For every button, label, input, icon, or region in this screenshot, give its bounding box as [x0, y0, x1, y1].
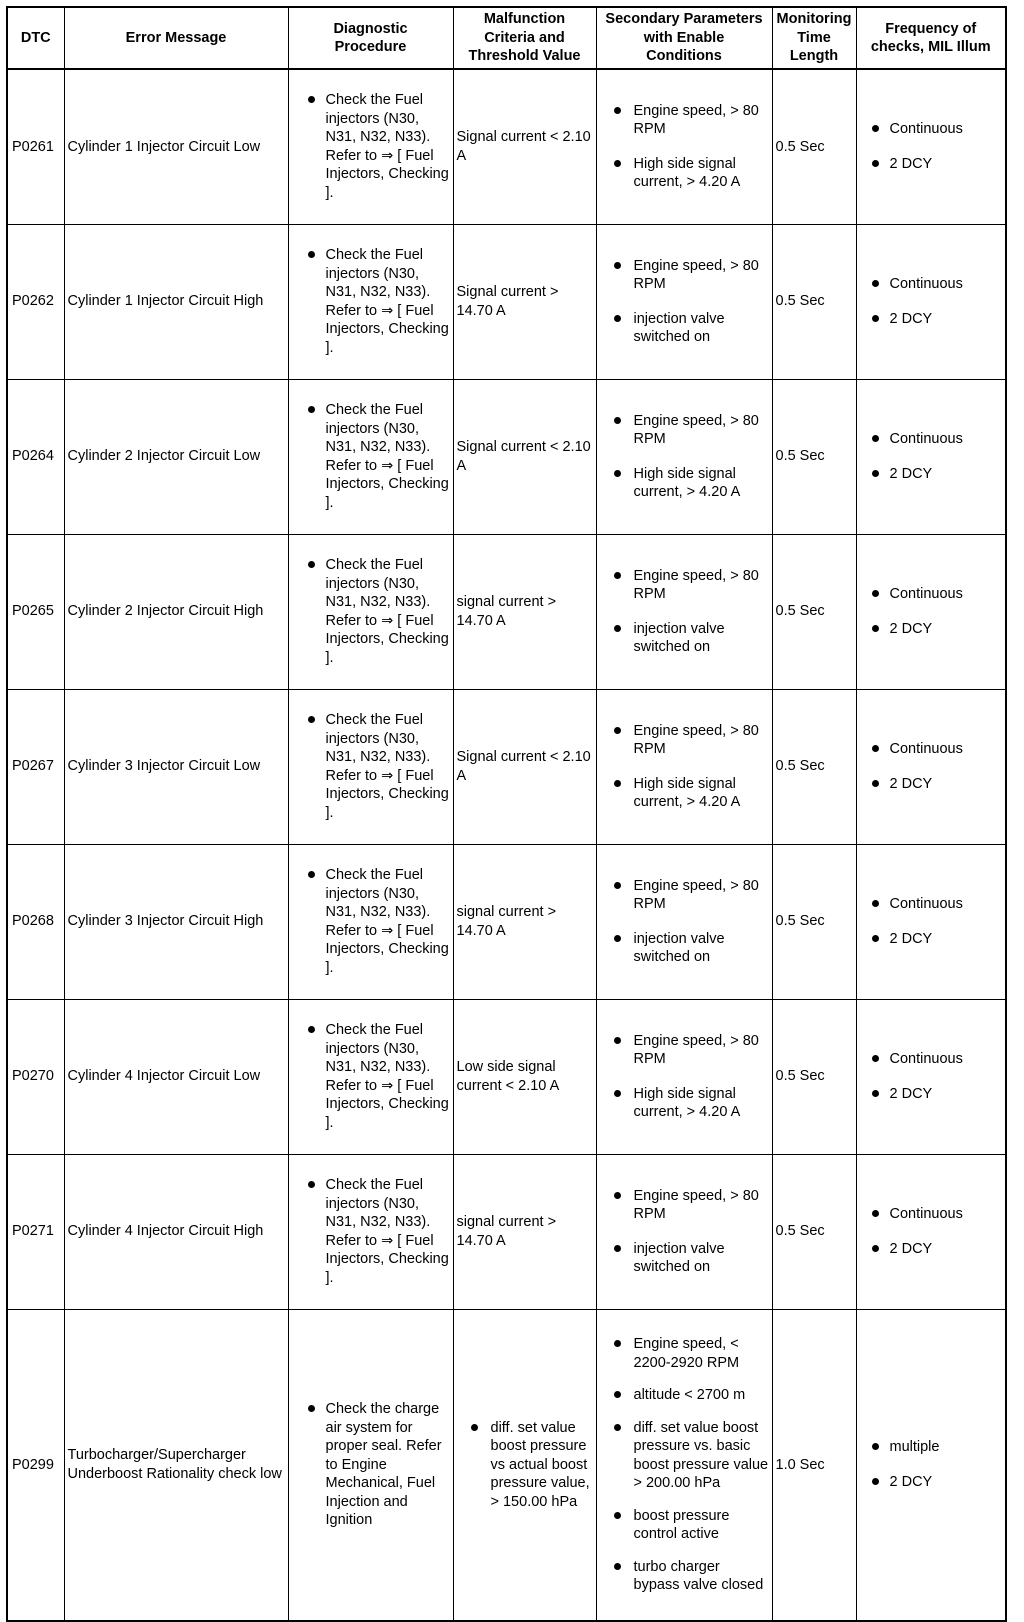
frequency-item: Continuous: [860, 430, 1003, 449]
secondary-parameters: [596, 224, 772, 379]
diagnostic-procedure: [288, 1309, 453, 1621]
dtc-code: P0265: [7, 534, 64, 689]
secondary-parameter: injection valve switched on: [600, 310, 769, 347]
header-frequency: Frequency of checks, MIL Illum: [856, 7, 1006, 69]
dtc-code: P0267: [7, 689, 64, 844]
malfunction-criteria: Signal current < 2.10 A: [453, 379, 596, 534]
diagnostic-procedure: [288, 379, 453, 534]
table-row: [7, 534, 1006, 689]
diagnostic-procedure: [288, 224, 453, 379]
table-row: [7, 999, 1006, 1154]
secondary-parameter: Engine speed, > 80 RPM: [600, 1032, 769, 1069]
secondary-parameter: Engine speed, > 80 RPM: [600, 567, 769, 604]
frequency-checks: [856, 379, 1006, 534]
frequency-item: Continuous: [860, 585, 1003, 604]
secondary-parameters: [596, 69, 772, 224]
dtc-code: P0261: [7, 69, 64, 224]
dtc-code: P0268: [7, 844, 64, 999]
error-message: Cylinder 1 Injector Circuit High: [64, 224, 288, 379]
malfunction-criteria: signal current > 14.70 A: [453, 1154, 596, 1309]
dtc-table: [6, 6, 1007, 1622]
frequency-checks: [856, 1154, 1006, 1309]
monitoring-time: 0.5 Sec: [772, 379, 856, 534]
criteria-text: diff. set value boost pressure vs actual boost pressure value, > 150.00 hPa: [457, 1419, 593, 1512]
frequency-checks: [856, 224, 1006, 379]
diagnostic-procedure: [288, 689, 453, 844]
malfunction-criteria: Low side signal current < 2.10 A: [453, 999, 596, 1154]
error-message: Cylinder 2 Injector Circuit Low: [64, 379, 288, 534]
error-message: Cylinder 4 Injector Circuit High: [64, 1154, 288, 1309]
secondary-parameters: [596, 999, 772, 1154]
frequency-item: 2 DCY: [860, 620, 1003, 639]
table-row: [7, 1309, 1006, 1621]
dtc-code: P0299: [7, 1309, 64, 1621]
secondary-parameter: Engine speed, > 80 RPM: [600, 877, 769, 914]
malfunction-criteria: Signal current < 2.10 A: [453, 689, 596, 844]
procedure-text: Check the Fuel injectors (N30, N31, N32, N33). Refer to ⇒ [ Fuel Injectors, Checking ].: [292, 866, 450, 977]
frequency-item: 2 DCY: [860, 155, 1003, 174]
secondary-parameter: boost pressure control active: [600, 1507, 769, 1544]
frequency-item: 2 DCY: [860, 1473, 1003, 1492]
malfunction-criteria: signal current > 14.70 A: [453, 844, 596, 999]
secondary-parameters: [596, 844, 772, 999]
dtc-code: P0270: [7, 999, 64, 1154]
secondary-parameter: injection valve switched on: [600, 620, 769, 657]
frequency-item: 2 DCY: [860, 775, 1003, 794]
diagnostic-procedure: [288, 534, 453, 689]
frequency-item: 2 DCY: [860, 465, 1003, 484]
dtc-code: P0264: [7, 379, 64, 534]
dtc-code: P0262: [7, 224, 64, 379]
secondary-parameter: injection valve switched on: [600, 1240, 769, 1277]
frequency-item: Continuous: [860, 275, 1003, 294]
procedure-text: Check the Fuel injectors (N30, N31, N32, N33). Refer to ⇒ [ Fuel Injectors, Checking ].: [292, 1021, 450, 1132]
frequency-checks: [856, 689, 1006, 844]
secondary-parameter: Engine speed, < 2200-2920 RPM: [600, 1335, 769, 1372]
header-secondary-parameters: Secondary Parameters with Enable Conditions: [596, 7, 772, 69]
monitoring-time: 0.5 Sec: [772, 1154, 856, 1309]
secondary-parameter: High side signal current, > 4.20 A: [600, 1085, 769, 1122]
table-body: [7, 69, 1006, 1621]
error-message: Cylinder 2 Injector Circuit High: [64, 534, 288, 689]
secondary-parameter: High side signal current, > 4.20 A: [600, 465, 769, 502]
frequency-item: Continuous: [860, 1050, 1003, 1069]
dtc-code: P0271: [7, 1154, 64, 1309]
secondary-parameters: [596, 689, 772, 844]
secondary-parameter: diff. set value boost pressure vs. basic boost pressure value > 200.00 hPa: [600, 1419, 769, 1493]
secondary-parameter: altitude < 2700 m: [600, 1386, 769, 1405]
secondary-parameter: Engine speed, > 80 RPM: [600, 102, 769, 139]
secondary-parameter: turbo charger bypass valve closed: [600, 1558, 769, 1595]
frequency-checks: [856, 844, 1006, 999]
malfunction-criteria: Signal current < 2.10 A: [453, 69, 596, 224]
frequency-item: Continuous: [860, 120, 1003, 139]
secondary-parameter: Engine speed, > 80 RPM: [600, 412, 769, 449]
header-diagnostic-procedure: Diagnostic Procedure: [288, 7, 453, 69]
table-row: [7, 844, 1006, 999]
error-message: Cylinder 1 Injector Circuit Low: [64, 69, 288, 224]
diagnostic-procedure: [288, 69, 453, 224]
secondary-parameter: Engine speed, > 80 RPM: [600, 722, 769, 759]
secondary-parameter: injection valve switched on: [600, 930, 769, 967]
procedure-text: Check the charge air system for proper seal. Refer to Engine Mechanical, Fuel Injection and Ignition: [292, 1400, 450, 1530]
frequency-checks: [856, 534, 1006, 689]
header-dtc: DTC: [7, 7, 64, 69]
diagnostic-procedure: [288, 1154, 453, 1309]
frequency-item: multiple: [860, 1438, 1003, 1457]
table-row: [7, 224, 1006, 379]
secondary-parameters: [596, 379, 772, 534]
frequency-item: 2 DCY: [860, 1240, 1003, 1259]
secondary-parameter: High side signal current, > 4.20 A: [600, 155, 769, 192]
frequency-item: 2 DCY: [860, 930, 1003, 949]
diagnostic-procedure: [288, 844, 453, 999]
header-monitoring-time: Monitoring Time Length: [772, 7, 856, 69]
error-message: Turbocharger/Supercharger Underboost Rationality check low: [64, 1309, 288, 1621]
secondary-parameter: High side signal current, > 4.20 A: [600, 775, 769, 812]
secondary-parameters: [596, 1154, 772, 1309]
monitoring-time: 0.5 Sec: [772, 224, 856, 379]
error-message: Cylinder 4 Injector Circuit Low: [64, 999, 288, 1154]
malfunction-criteria: signal current > 14.70 A: [453, 534, 596, 689]
frequency-item: Continuous: [860, 1205, 1003, 1224]
header-row: [7, 7, 1006, 69]
procedure-text: Check the Fuel injectors (N30, N31, N32, N33). Refer to ⇒ [ Fuel Injectors, Checking ].: [292, 246, 450, 357]
monitoring-time: 1.0 Sec: [772, 1309, 856, 1621]
frequency-item: 2 DCY: [860, 310, 1003, 329]
frequency-checks: [856, 69, 1006, 224]
frequency-item: Continuous: [860, 740, 1003, 759]
procedure-text: Check the Fuel injectors (N30, N31, N32, N33). Refer to ⇒ [ Fuel Injectors, Checking ].: [292, 401, 450, 512]
table-row: [7, 1154, 1006, 1309]
frequency-checks: [856, 999, 1006, 1154]
monitoring-time: 0.5 Sec: [772, 534, 856, 689]
diagnostic-procedure: [288, 999, 453, 1154]
secondary-parameter: Engine speed, > 80 RPM: [600, 1187, 769, 1224]
frequency-item: 2 DCY: [860, 1085, 1003, 1104]
header-error-message: Error Message: [64, 7, 288, 69]
table-row: [7, 69, 1006, 224]
frequency-checks: [856, 1309, 1006, 1621]
procedure-text: Check the Fuel injectors (N30, N31, N32, N33). Refer to ⇒ [ Fuel Injectors, Checking ].: [292, 711, 450, 822]
monitoring-time: 0.5 Sec: [772, 999, 856, 1154]
monitoring-time: 0.5 Sec: [772, 844, 856, 999]
secondary-parameters: [596, 534, 772, 689]
error-message: Cylinder 3 Injector Circuit High: [64, 844, 288, 999]
frequency-item: Continuous: [860, 895, 1003, 914]
procedure-text: Check the Fuel injectors (N30, N31, N32, N33). Refer to ⇒ [ Fuel Injectors, Checking ].: [292, 1176, 450, 1287]
secondary-parameter: Engine speed, > 80 RPM: [600, 257, 769, 294]
monitoring-time: 0.5 Sec: [772, 69, 856, 224]
header-malfunction-criteria: Malfunction Criteria and Threshold Value: [453, 7, 596, 69]
procedure-text: Check the Fuel injectors (N30, N31, N32, N33). Refer to ⇒ [ Fuel Injectors, Checking ].: [292, 91, 450, 202]
secondary-parameters: [596, 1309, 772, 1621]
monitoring-time: 0.5 Sec: [772, 689, 856, 844]
procedure-text: Check the Fuel injectors (N30, N31, N32, N33). Refer to ⇒ [ Fuel Injectors, Checking ].: [292, 556, 450, 667]
malfunction-criteria: Signal current > 14.70 A: [453, 224, 596, 379]
malfunction-criteria: [453, 1309, 596, 1621]
error-message: Cylinder 3 Injector Circuit Low: [64, 689, 288, 844]
table-row: [7, 379, 1006, 534]
table-row: [7, 689, 1006, 844]
